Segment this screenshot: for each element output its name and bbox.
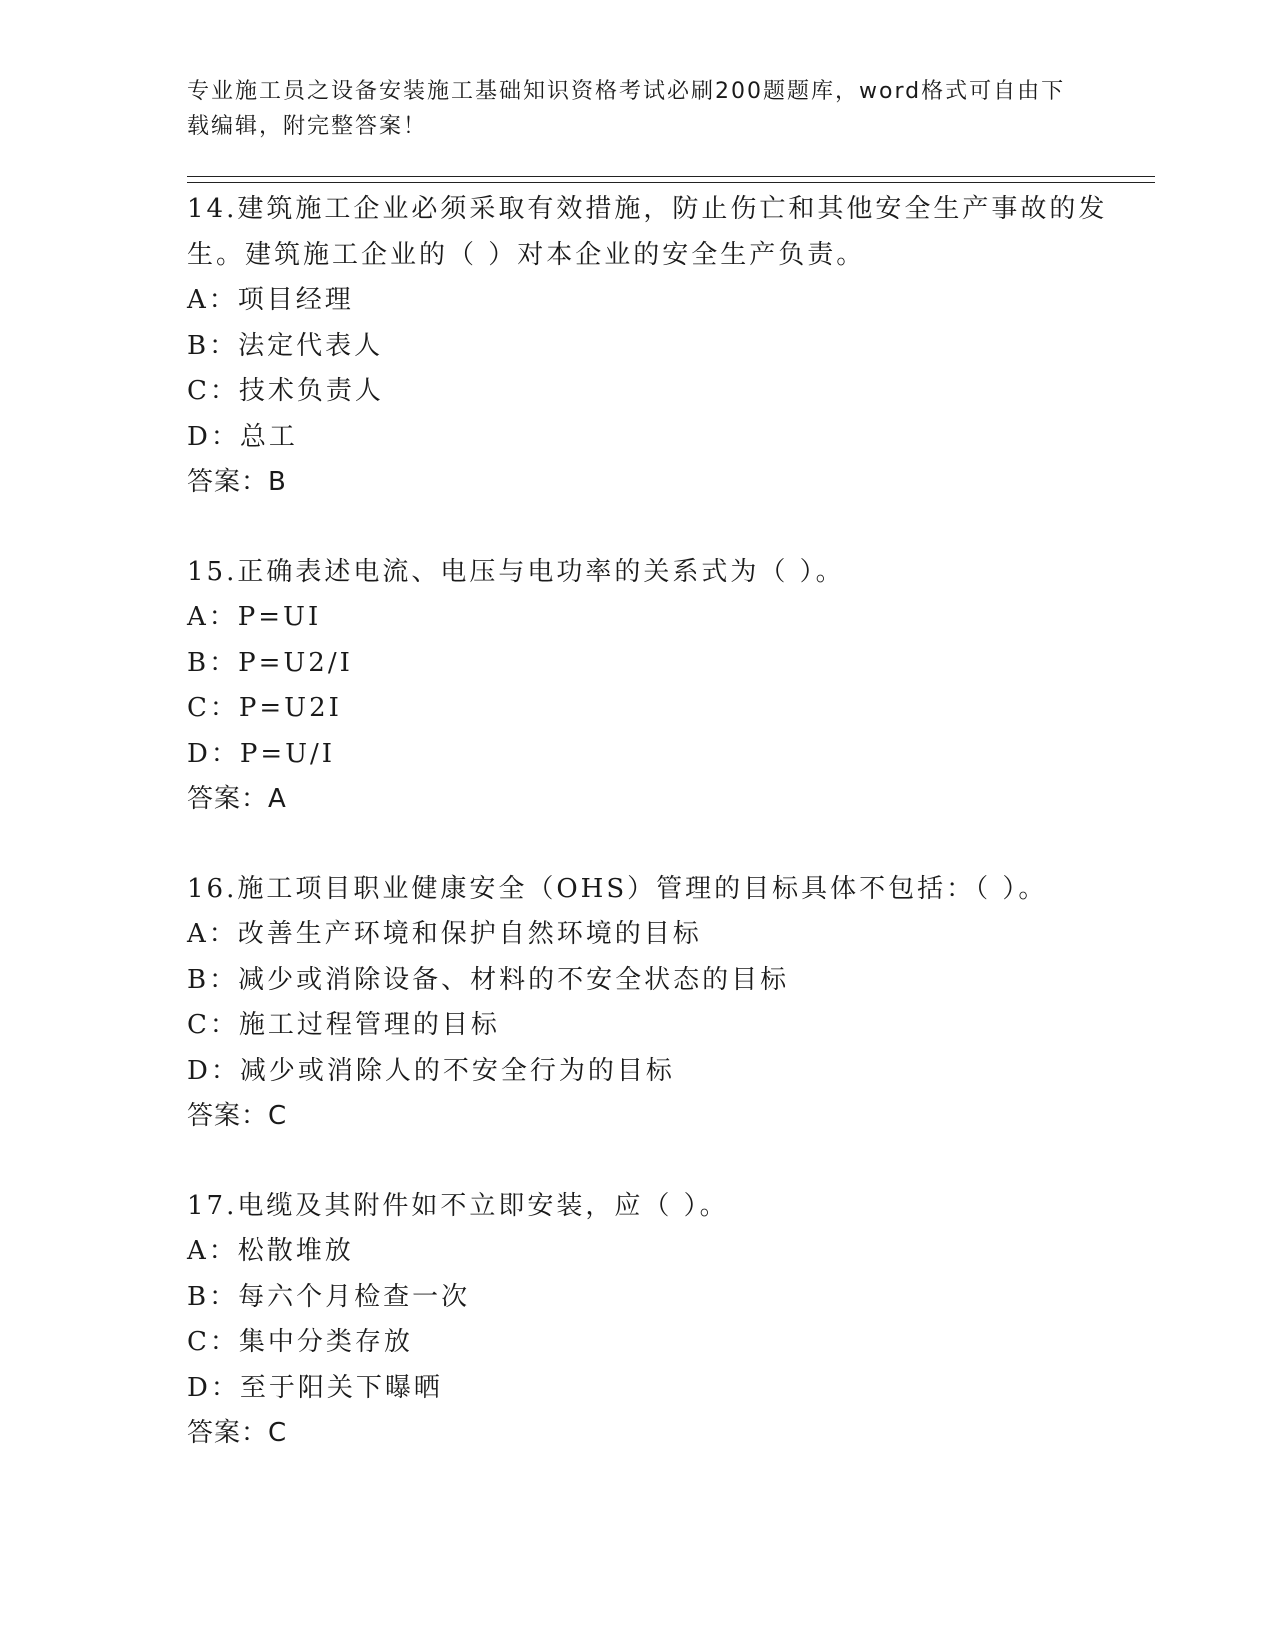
- question-14: [187, 187, 1127, 506]
- option-c: C：集中分类存放: [187, 1327, 413, 1357]
- answer-line: 答案：B: [187, 467, 287, 497]
- document-intro: 专业施工员之设备安装施工基础知识资格考试必刷200题题库，word格式可自由下载编辑，附完整答案！: [187, 79, 1066, 139]
- header-divider-bottom: [187, 182, 1155, 183]
- answer-line: 答案：A: [187, 784, 287, 814]
- option-d: D：至于阳关下曝晒: [187, 1372, 443, 1403]
- option-b: B：P=U2/I: [187, 647, 353, 678]
- header-divider-top: [187, 176, 1155, 177]
- question-stem: 16.施工项目职业健康安全（OHS）管理的目标具体不包括：（ ）。: [187, 873, 1048, 904]
- option-a: A：改善生产环境和保护自然环境的目标: [187, 919, 702, 949]
- option-a: A：P=UI: [187, 602, 322, 632]
- question-stem: 17.电缆及其附件如不立即安装，应（ ）。: [187, 1190, 729, 1221]
- option-c: C：施工过程管理的目标: [187, 1010, 500, 1040]
- question-stem: 15.正确表述电流、电压与电功率的关系式为（ ）。: [187, 556, 845, 587]
- option-a: A：松散堆放: [187, 1236, 354, 1266]
- question-list: [187, 187, 1127, 1501]
- option-b: B：法定代表人: [187, 330, 384, 361]
- answer-line: 答案：C: [187, 1418, 288, 1448]
- question-15: [187, 550, 1127, 823]
- option-b: B：每六个月检查一次: [187, 1281, 471, 1312]
- option-d: D：总工: [187, 421, 298, 452]
- option-b: B：减少或消除设备、材料的不安全状态的目标: [187, 964, 790, 995]
- answer-line: 答案：C: [187, 1101, 288, 1131]
- option-d: D：P=U/I: [187, 738, 336, 769]
- option-c: C：P=U2I: [187, 693, 342, 723]
- question-stem: 14.建筑施工企业必须采取有效措施，防止伤亡和其他安全生产事故的发生。建筑施工企业的（ ）对本企业的安全生产负责。: [187, 194, 1108, 270]
- option-c: C：技术负责人: [187, 376, 384, 406]
- option-a: A：项目经理: [187, 285, 354, 315]
- question-16: [187, 867, 1127, 1140]
- option-d: D：减少或消除人的不安全行为的目标: [187, 1055, 675, 1086]
- question-17: [187, 1184, 1127, 1457]
